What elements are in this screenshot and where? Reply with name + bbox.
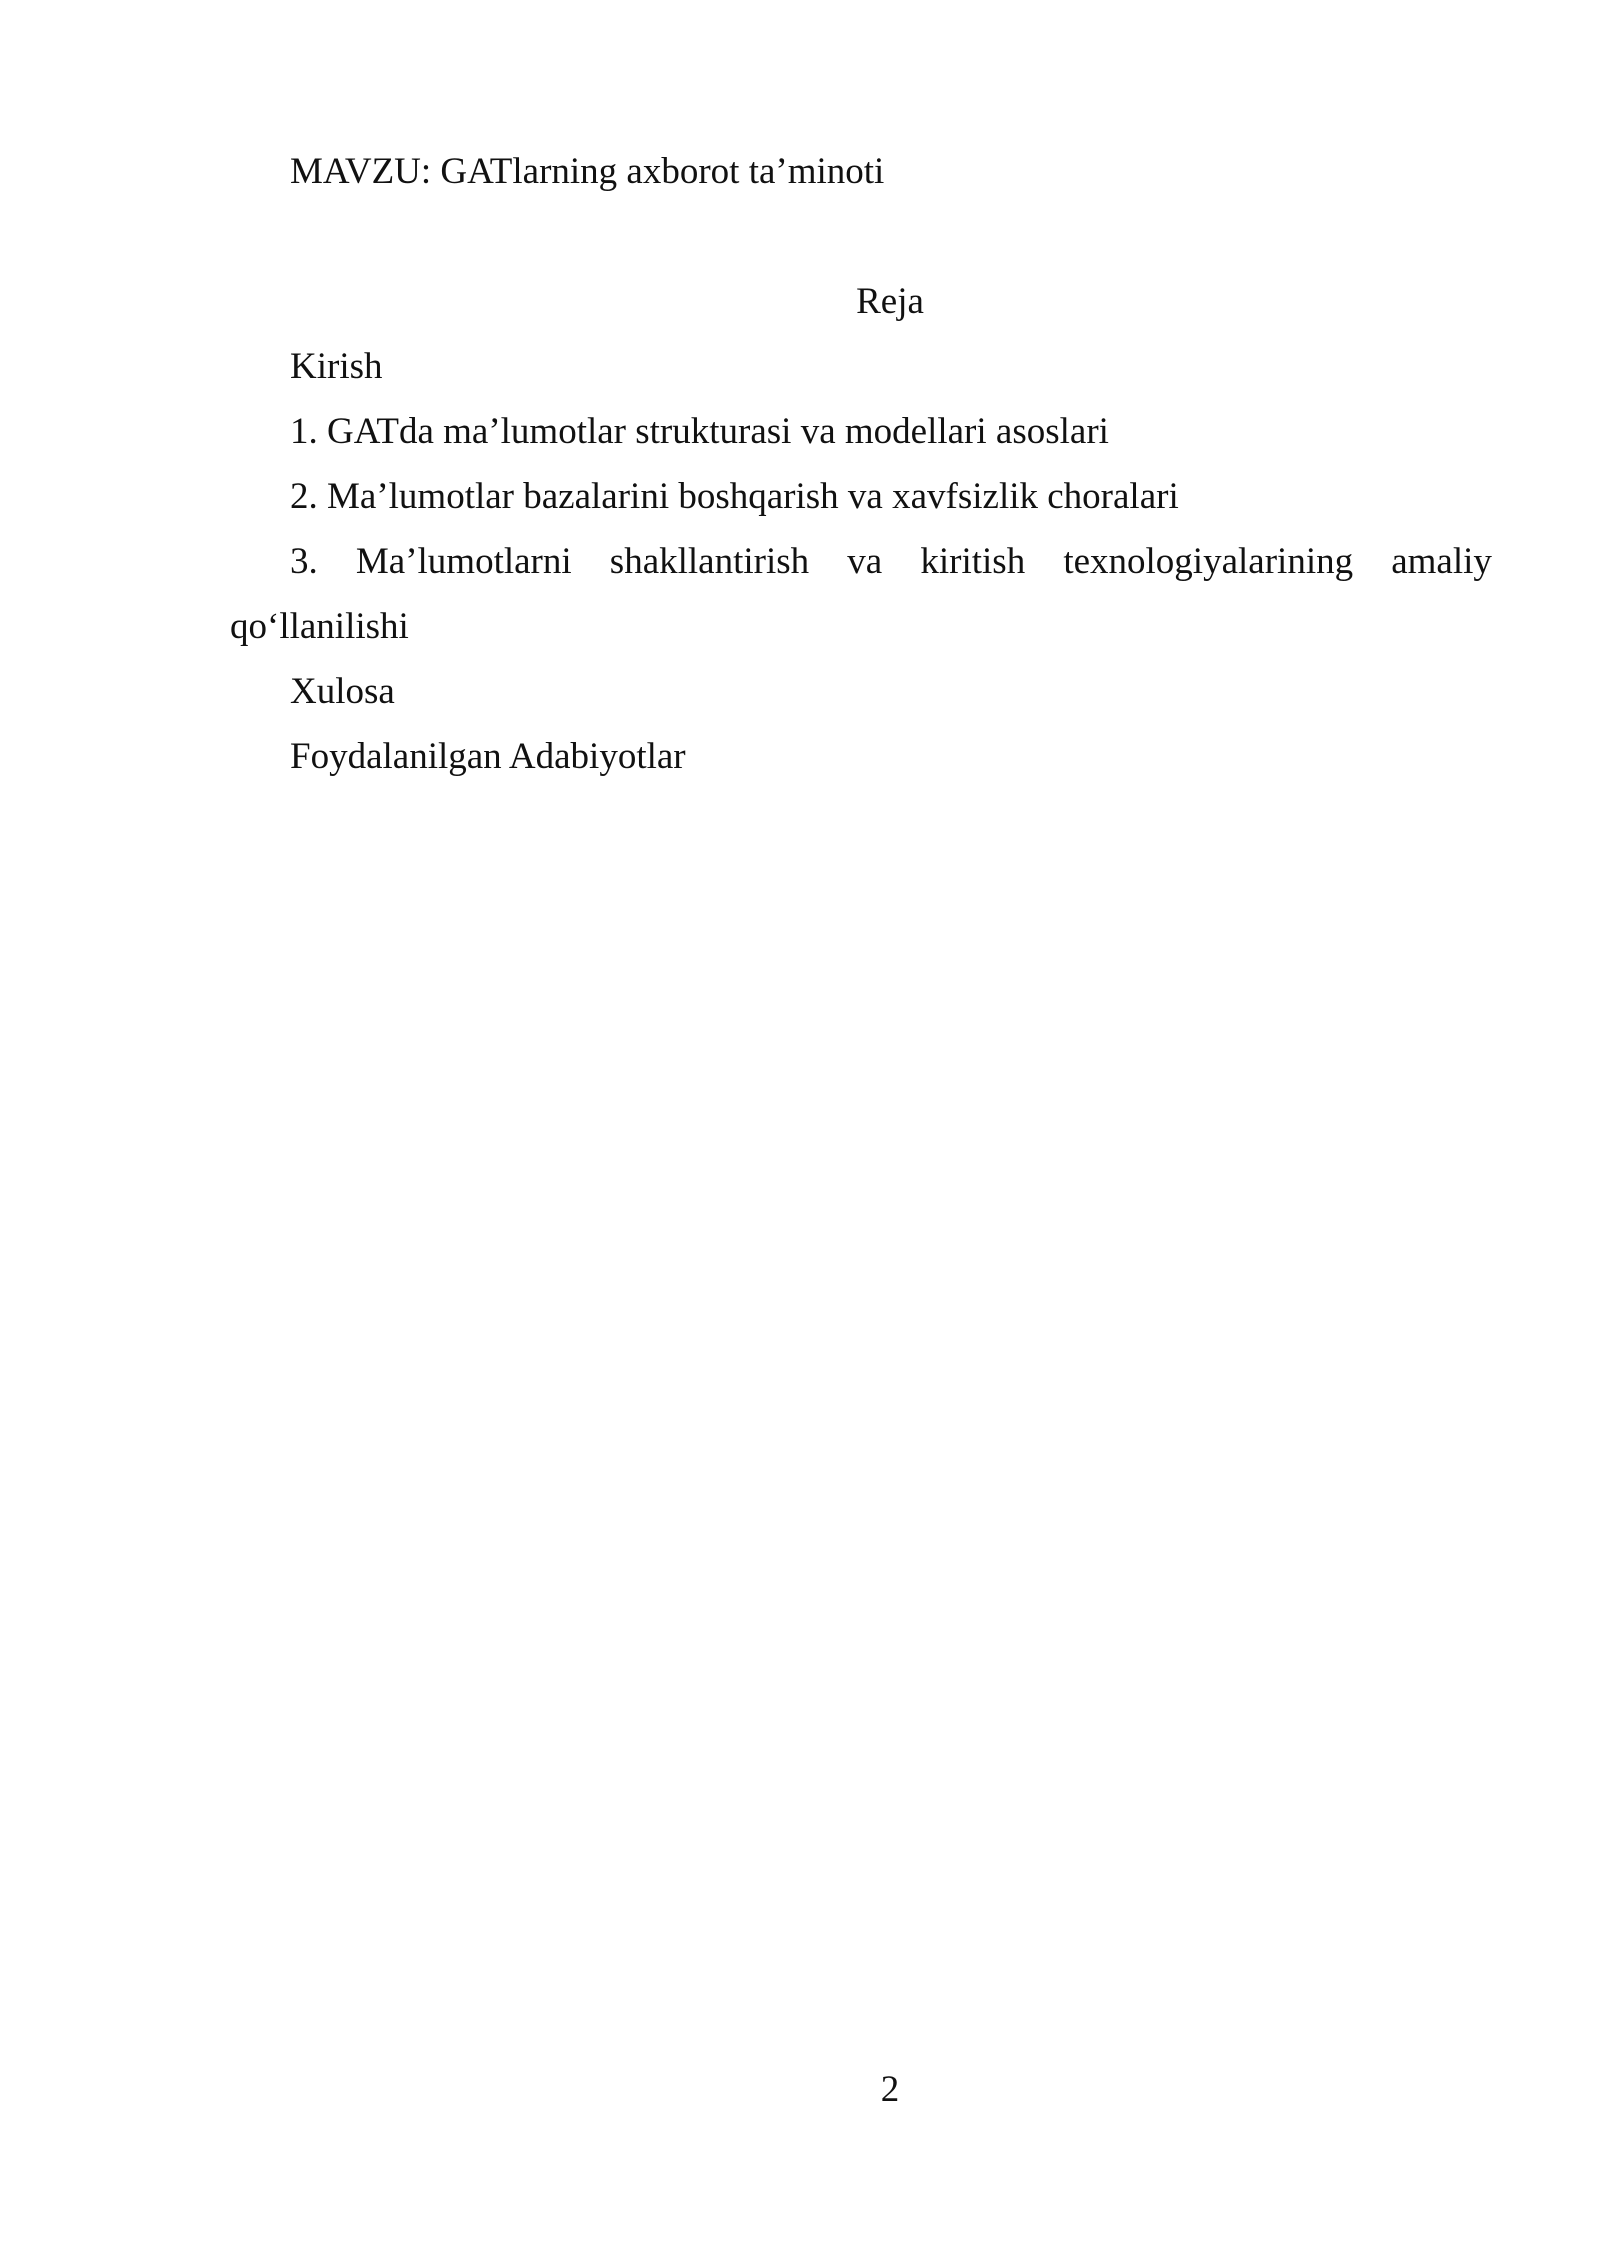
plan-item-2: 2. Ma’lumotlar bazalarini boshqarish va xavfsizlik choralari [290,476,1179,517]
plan-item-3-word: texnologiyalarining [1063,541,1354,582]
plan-item-3-word: shakllantirish [609,541,810,582]
plan-item-3-word: amaliy [1391,541,1492,582]
plan-item-references: Foydalanilgan Adabiyotlar [290,736,686,777]
plan-item-3-word: kiritish [920,541,1026,582]
plan-item-3-word: va [847,541,883,582]
plan-item-intro: Kirish [290,346,383,387]
plan-item-3-word: 3. [290,541,318,582]
plan-item-conclusion: Xulosa [290,671,395,712]
plan-item-3-continuation: qo‘llanilishi [230,606,409,647]
plan-item-3 [290,540,1492,584]
plan-item-3-word: Ma’lumotlarni [355,541,572,582]
page-number: 2 [880,2069,900,2110]
plan-item-1: 1. GATda ma’lumotlar strukturasi va modellari asoslari [290,411,1109,452]
topic-heading: MAVZU: GATlarning axborot ta’minoti [290,151,885,192]
plan-title: Reja [856,281,924,322]
